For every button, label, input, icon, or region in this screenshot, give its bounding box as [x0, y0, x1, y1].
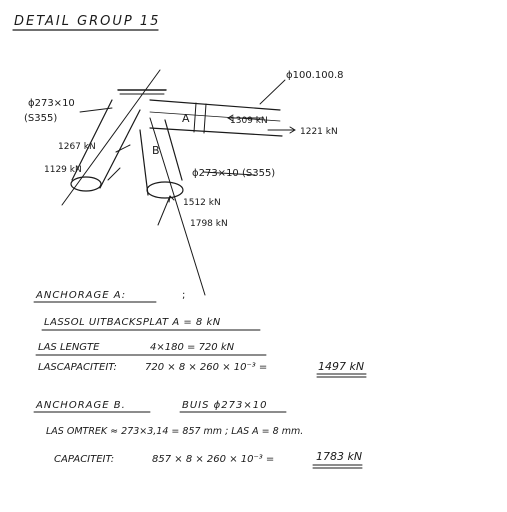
a-capacity-label: LASCAPACITEIT: — [38, 362, 117, 373]
a-weld-size: LASSOL UITBACKSPLAT A = 8 kN — [44, 317, 221, 328]
load-1309: 1309 kN — [230, 116, 268, 126]
left-tube-edge-2 — [100, 110, 140, 188]
anchorage-a-heading: ANCHORAGE A: — [36, 290, 127, 301]
label-right-member: ϕ273×10 (S355) — [192, 168, 276, 179]
arrow-1267 — [116, 145, 130, 152]
load-1798: 1798 kN — [190, 219, 228, 229]
b-capacity-label: CAPACITEIT: — [54, 454, 115, 465]
load-1129: 1129 kN — [44, 165, 82, 175]
member-a-label: A — [182, 112, 190, 125]
tube-b-edge-1 — [140, 130, 148, 195]
stray-mark: ; — [182, 290, 186, 301]
strut-a-edge-1 — [150, 100, 280, 110]
b-capacity-result: 1783 kN — [316, 450, 363, 463]
member-b-label: B — [152, 144, 160, 157]
label-left-grade: (S355) — [24, 113, 58, 124]
strut-a-stiffener-2 — [204, 104, 206, 133]
label-left-size: ϕ273×10 — [28, 98, 75, 109]
a-weld-length-calc: 4×180 = 720 kN — [150, 342, 235, 353]
left-tube-end — [71, 177, 101, 191]
leader-top-right — [260, 80, 285, 104]
a-capacity-calc: 720 × 8 × 260 × 10⁻³ = — [145, 362, 268, 373]
strut-a-stiffener-1 — [194, 103, 196, 132]
b-weld-circumference: LAS OMTREK ≈ 273×3,14 = 857 mm ; LAS A = 8 mm. — [46, 426, 304, 437]
calculations — [34, 290, 366, 468]
b-capacity-calc: 857 × 8 × 260 × 10⁻³ = — [152, 454, 275, 465]
joint-sketch — [24, 70, 344, 295]
a-weld-length-label: LAS LENGTE — [38, 342, 100, 353]
load-1221: 1221 kN — [300, 127, 338, 137]
label-chs-100: ϕ100.100.8 — [286, 70, 344, 81]
load-1267: 1267 kN — [58, 142, 96, 152]
load-1512: 1512 kN — [183, 198, 221, 208]
tube-b-end — [147, 182, 183, 198]
anchorage-b-heading: ANCHORAGE B. — [36, 400, 126, 411]
a-capacity-result: 1497 kN — [318, 360, 365, 373]
sheet-title: DETAIL GROUP 15 — [14, 14, 161, 29]
arrow-1512 — [158, 196, 170, 225]
b-pipe-size: BUIS ϕ273×10 — [182, 400, 268, 411]
